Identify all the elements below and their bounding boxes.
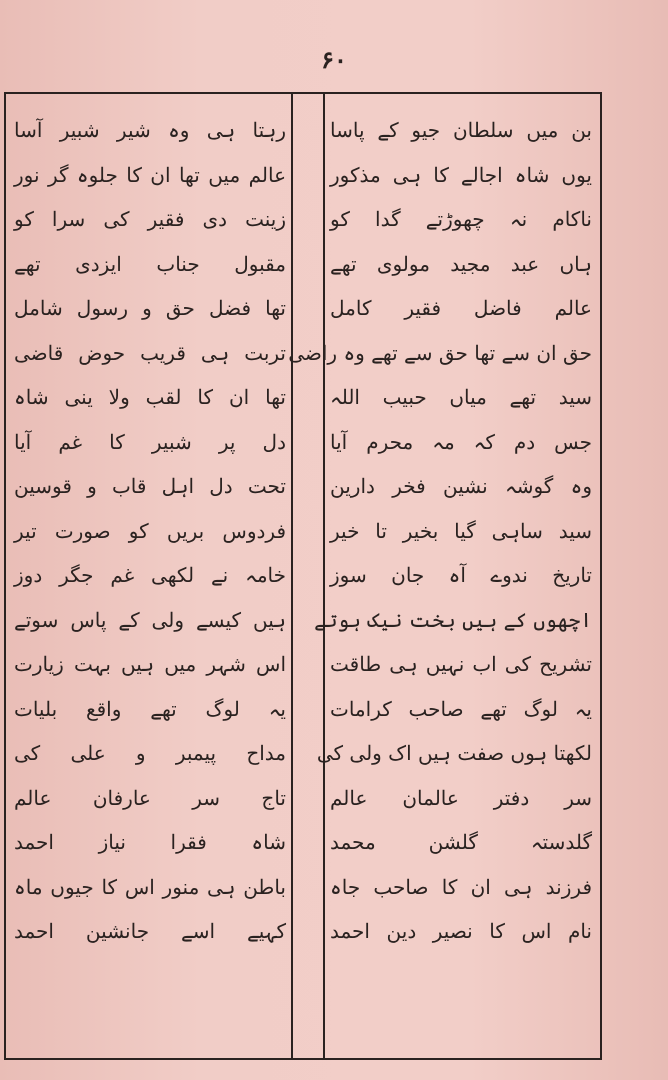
verse-line: تاریخ ندوے آہ جان سوز: [330, 563, 592, 587]
verse-line: حق ان سے تھا حق سے تھے وہ راضی: [288, 340, 592, 365]
verse-line: عالم میں تھا ان کا جلوہ گر نور: [14, 162, 286, 187]
verse-line: تھا ان کا لقب ولا ینی شاہ: [14, 385, 286, 409]
verse-line: تربت ہی قریب حوض قاضی: [14, 340, 286, 365]
verse-line: فردوس بریں کو صورت تیر: [14, 518, 286, 543]
verse-line: ہیں کیسے ولی کے پاس سوتے: [14, 607, 286, 632]
verse-line: نام اس کا نصیر دین احمد: [330, 919, 592, 943]
verse-line: خامہ نے لکھی غم جگر دوز: [14, 563, 286, 587]
verse-line: جس دم کہ مہ محرم آیا: [330, 429, 592, 454]
verse-line: تاج سر عارفان عالم: [14, 785, 286, 810]
verse-line: یوں شاہ اجالے کا ہی مذکور: [330, 162, 592, 187]
verse-line: بن میں سلطان جیو کے پاسا: [330, 118, 592, 142]
verse-line: تھا فضل حق و رسول شامل: [14, 296, 286, 320]
verse-line: تشریح کی اب نہیں ہی طاقت: [330, 652, 592, 676]
verse-line: مداح پیمبر و علی کی: [14, 741, 286, 765]
verse-line: لکھتا ہوں صفت ہیں اک ولی کی: [316, 741, 592, 765]
verse-line: گلدستہ گلشن محمد: [330, 830, 592, 854]
verse-line: کہیے اسے جانشین احمد: [14, 919, 286, 943]
page-number: ۶۰: [321, 45, 347, 74]
right-verse-column: [288, 108, 592, 954]
verse-line: یہ لوگ تھے واقع بلیات: [14, 696, 286, 721]
verse-line: سر دفتر عالمان عالم: [330, 785, 592, 810]
verse-line: وہ گوشہ نشین فخر دارین: [330, 474, 592, 498]
column-divider-left: [291, 92, 293, 1060]
verse-line: دل پر شبیر کا غم آیا: [14, 429, 286, 454]
verse-line: یہ لوگ تھے صاحب کرامات: [330, 696, 592, 721]
verse-line: ہاں عبد مجید مولوی تھے: [330, 251, 592, 276]
verse-line: سید ساہی گیا بخیر تا خیر: [330, 518, 592, 543]
verse-line: عالم فاضل فقیر کامل: [330, 296, 592, 320]
verse-line: زینت دی فقیر کی سرا کو: [14, 207, 286, 231]
left-verse-column: [14, 108, 286, 954]
verse-line: مقبول جناب ایزدی تھے: [14, 251, 286, 276]
verse-line: فرزند ہی ان کا صاحب جاہ: [330, 874, 592, 899]
verse-line: باطن ہی منور اس کا جیوں ماہ: [14, 874, 286, 899]
verse-line: تحت دل اہل قاب و قوسین: [14, 474, 286, 498]
verse-line: اس شہر میں ہیں بہت زیارت: [14, 652, 286, 676]
verse-line: اچھوں کے ہیں بخت نیک ہوتے: [314, 607, 592, 632]
verse-line: شاہ فقرا نیاز احمد: [14, 830, 286, 854]
verse-line: سید تھے میاں حبیب اللہ: [330, 385, 592, 409]
verse-line: رہتا ہی وہ شیر شبیر آسا: [14, 118, 286, 142]
column-divider-right: [323, 92, 325, 1060]
verse-line: ناکام نہ چھوڑتے گدا کو: [330, 207, 592, 231]
